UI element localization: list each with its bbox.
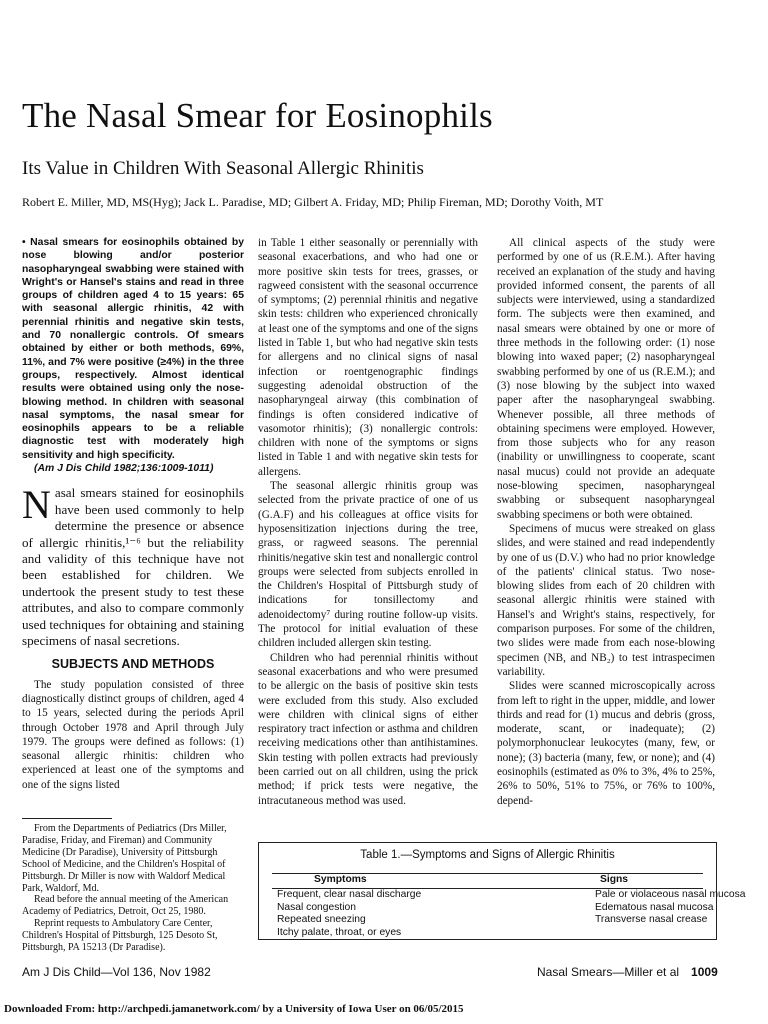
paragraph: The study population consisted of three diagnostically distinct groups of children, aged 4 to 15 years, selected during the periods April through October 1978 and April through July 1979. The groups were defined as follows: (1) seasonal allergic rhinitis: children who experienced at least one of the symptoms and one of the signs listed — [22, 678, 244, 791]
paragraph: Specimens of mucus were streaked on glass slides, and were stained and read independently by one of us (D.V.) who had no prior knowledge of the patients' clinical status. Two nose-blowing slides from each of 20 children with seasonal allergic rhinitis were stained with Hansel's and Wright's stains, respectively, for comparison purposes. For some of the children, two slides were made from each nose-blowing specimen (NB, and NB₂) to test intraspecimen variability. — [497, 522, 715, 678]
table-cell: Repeated sneezing — [277, 914, 366, 926]
introduction — [22, 482, 244, 649]
table-cell: Itchy palate, throat, or eyes — [277, 926, 402, 938]
article-title: The Nasal Smear for Eosinophils — [22, 96, 493, 135]
abstract-text: • Nasal smears for eosinophils obtained by nose blowing and/or posterior nasopharyngeal swabbing were stained with Wright's or Hansel's stains and read in three groups of children aged 4 to 15 years: 65 with seasonal allergic rhinitis, 42 with perennial rhinitis and negative skin tests, and 70 nonallergic controls. Of smears obtained by either or both methods, 69%, 11%, and 7% were positive (≥4%) in the three groups, respectively. Almost identical results were obtained using only the nose-blowing method. In children with seasonal nasal symptoms, the nasal smear for eosinophils appears to be a reliable diagnostic test with moderately high sensitivity and high specificity. — [22, 237, 244, 461]
abstract-citation: (Am J Dis Child 1982;136:1009-1011) — [34, 463, 214, 475]
footnote-paragraph: From the Departments of Pediatrics (Drs Miller, Paradise, Friday, and Fireman) and Community Medicine (Dr Paradise), University of Pittsburgh School of Medicine, and the Children's Hospital of Pittsburgh. Dr Miller is now with Waldorf Medical Park, Waldorf, Md. — [22, 823, 227, 894]
running-title: Nasal Smears—Miller et al — [537, 965, 680, 979]
column-1 — [22, 236, 244, 792]
table-cell: Frequent, clear nasal discharge — [277, 889, 422, 900]
table-header-signs: Signs — [600, 874, 629, 885]
column-2 — [258, 236, 478, 808]
table-header-row — [272, 873, 703, 889]
author-list: Robert E. Miller, MD, MS(Hyg); Jack L. Paradise, MD; Gilbert A. Friday, MD; Philip Fireman, MD; Dorothy Voith, MT — [22, 195, 604, 209]
section-heading-methods: SUBJECTS AND METHODS — [51, 657, 215, 672]
footnote-paragraph: Read before the annual meeting of the American Academy of Pediatrics, Detroit, Oct 25, 1980. — [22, 894, 229, 918]
symptoms-column — [277, 889, 497, 939]
download-notice: Downloaded From: http://archpedi.jamanetwork.com/ by a University of Iowa User on 06/05/2015 — [4, 1003, 464, 1015]
footnote — [22, 823, 244, 954]
footnote-paragraph: Reprint requests to Ambulatory Care Center, Children's Hospital of Pittsburgh, 125 Desoto St, Pittsburgh, PA 15213 (Dr Paradise). — [22, 918, 218, 954]
paragraph: All clinical aspects of the study were performed by one of us (R.E.M.). After having received an explanation of the study and having provided informed consent, the parents of all subjects were interviewed, using a standardized form. The subjects were then examined, and nasal smears were obtained by one or more of three methods in the following order: (1) nose blowing into waxed paper; (2) nasopharyngeal swabbing performed by one of us (R.E.M.); and (3) nose blowing by the subject into waxed paper after the nasopharyngeal swabbing. Whenever possible, all three methods of obtaining specimens were employed. However, from those subjects who for any reason (inability or unwillingness to cooperate, scant nasal mucus) could not provide an adequate nose-blowing specimen, nasopharyngeal swabbing or subsequent nasopharyngeal swabbing specimens or both were obtained. — [497, 237, 715, 521]
table-cell: Edematous nasal mucosa — [595, 901, 714, 913]
paragraph: in Table 1 either seasonally or perennially with seasonal exacerbations, and who had one or more positive skin tests for trees, grasses, or ragweed consistent with the seasonal occurrence of symptoms; (2) perennial rhinitis and negative skin tests: children who experienced chronically at least one of the symptoms and one of the signs listed in Table 1, but who had negative skin tests for allergens and no clinical signs of nasal infection or roentgenographic findings suggesting adenoidal obstruction of the nasopharyngeal airway (this combination of findings is often considered indicative of vasomotor rhinitis); (3) nonallergic controls: children with none of the symptoms or signs listed in Table 1 and with negative skin tests for allergens. — [258, 237, 478, 478]
table-caption: Table 1.—Symptoms and Signs of Allergic Rhinitis — [360, 849, 615, 861]
footnote-divider — [22, 818, 112, 819]
article-subtitle: Its Value in Children With Seasonal Allergic Rhinitis — [22, 158, 424, 179]
paragraph: Children who had perennial rhinitis without seasonal exacerbations and who were presumed to be allergic on the basis of positive skin tests were excluded from this study. Also excluded were children with clinical signs of either respiratory tract infection or asthma and children receiving medications other than antihistamines. Skin testing with pollen extracts had previously been carried out on all children, using the prick method; if prick tests were negative, the intracutaneous method was used. — [258, 651, 478, 807]
abstract — [22, 236, 244, 475]
table-cell: Nasal congestion — [277, 901, 356, 913]
drop-cap: N — [22, 482, 51, 528]
table-cell: Pale or violaceous nasal mucosa — [595, 889, 746, 900]
table-cell: Transverse nasal crease — [595, 914, 708, 926]
column-3 — [497, 236, 715, 808]
running-footer — [537, 965, 718, 979]
table-header-symptoms: Symptoms — [314, 874, 367, 885]
paragraph: The seasonal allergic rhinitis group was selected from the private practice of one of us (G.A.F) and his colleagues at office visits for hyposensitization injections during the tree, grass, or ragweed seasons. The perennial rhinitis/negative skin test and nonallergic control groups were selected from subjects enrolled in the Children's Hospital of Pittsburgh study of indications for tonsillectomy and adenoidectomy⁷ during routine follow-up visits. The protocol for initial evaluation of these children included allergen skin testing. — [258, 480, 478, 650]
journal-footer: Am J Dis Child—Vol 136, Nov 1982 — [22, 965, 211, 979]
intro-text: asal smears stained for eosinophils have been used commonly to help determine the presence or absence of allergic rhinitis,¹⁻⁶ but the reliability and validity of this technique have not been established for children. We undertook the present study to test these attributes, and also to compare commonly used techniques for obtaining and staining specimens of nasal secretions. — [22, 485, 244, 648]
signs-column — [595, 889, 765, 927]
paragraph: Slides were scanned microscopically across from left to right in the upper, middle, and lower thirds and read for (1) mucus and debris (gross, moderate, scant, or inadequate); (2) polymorphonuclear leukocytes (many, few, or none); (3) bacteria (many, few, or none); and (4) eosinophils (estimated as 0% to 3%, 4% to 25%, 26% to 50%, 51% to 75%, or 76% to 100%, depend- — [497, 680, 715, 807]
table-1 — [258, 842, 746, 940]
page-number: 1009 — [691, 965, 718, 979]
